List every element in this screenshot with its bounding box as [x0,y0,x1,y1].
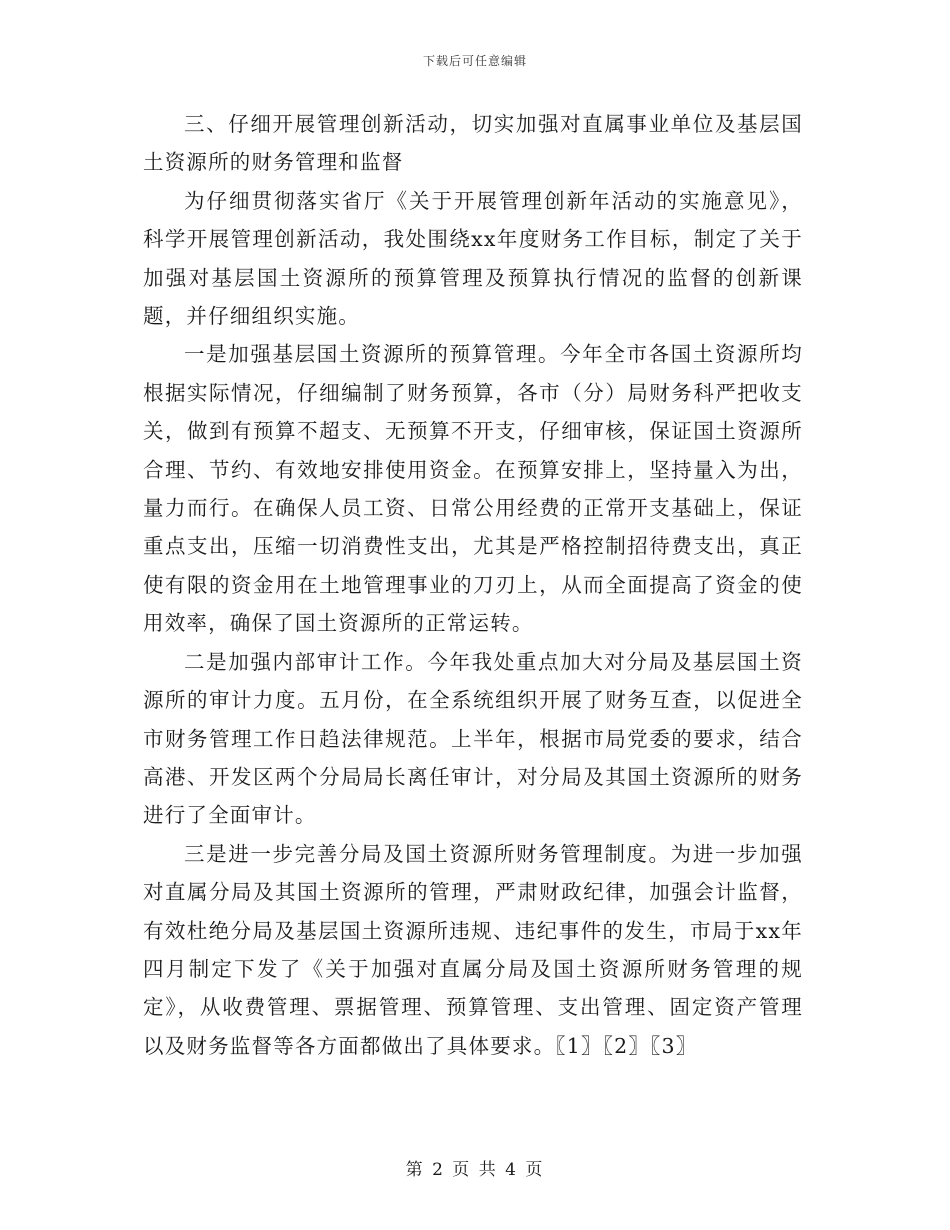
header-note: 下载后可任意编辑 [422,54,527,68]
paragraph-internal-audit: 二是加强内部审计工作。今年我处重点加大对分局及基层国土资源所的审计力度。五月份，在全系统组织开展了财务互查，以促进全市财务管理工作日趋法律规范。上半年，根据市局党委的要求，结合高港、开发区两个分局局长离任审计，对分局及其国土资源所的财务进行了全面审计。 [143,649,803,828]
paragraph-budget-management: 一是加强基层国土资源所的预算管理。今年全市各国土资源所均根据实际情况，仔细编制了财务预算，各市（分）局财务科严把收支关，做到有预算不超支、无预算不开支，仔细审核，保证国土资源所合理、节约、有效地安排使用资金。在预算安排上，坚持量入为出，量力而行。在确保人员工资、日常公用经费的正常开支基础上，保证重点支出，压缩一切消费性支出，尤其是严格控制招待费支出，真正使有限的资金用在土地管理事业的刀刃上，从而全面提高了资金的使用效率，确保了国土资源所的正常运转。 [143,342,803,636]
section-heading: 三、仔细开展管理创新活动，切实加强对直属事业单位及基层国土资源所的财务管理和监督 [143,112,803,175]
paragraph-financial-rules: 三是进一步完善分局及国土资源所财务管理制度。为进一步加强对直属分局及其国土资源所的管理，严肃财政纪律，加强会计监督，有效杜绝分局及基层国土资源所违规、违纪事件的发生，市局于xx年四月制定下发了《关于加强对直属分局及国土资源所财务管理的规定》，从收费管理、票据管理、预算管理、支出管理、固定资产管理以及财务监督等各方面都做出了具体要求。〖1〗〖2〗〖3〗 [143,841,803,1058]
document-body [143,105,803,1065]
paragraph-intro: 为仔细贯彻落实省厅《关于开展管理创新年活动的实施意见》，科学开展管理创新活动，我处围绕xx年度财务工作目标，制定了关于加强对基层国土资源所的预算管理及预算执行情况的监督的创新课题，并仔细组织实施。 [143,188,803,329]
page-number-footer: 第 2 页 共 4 页 [405,1160,545,1180]
